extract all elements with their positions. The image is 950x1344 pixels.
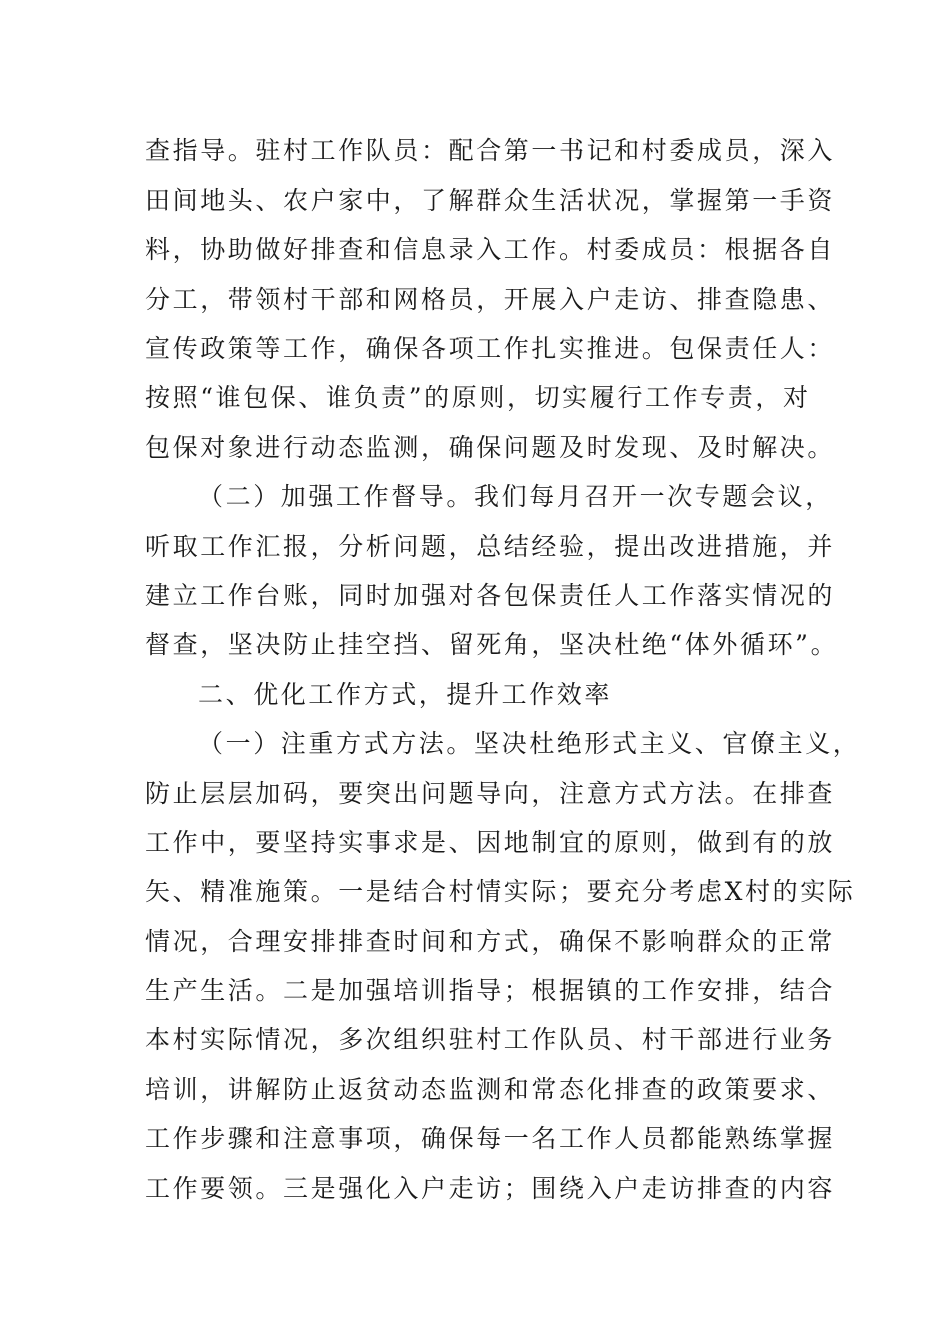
paragraph-heading-line: （二）加强工作督导。我们每月召开一次专题会议， [198, 482, 833, 511]
text-line: 情况，合理安排排查时间和方式，确保不影响群众的正常 [145, 927, 836, 956]
text-line: 查指导。驻村工作队员：配合第一书记和村委成员，深入 [145, 136, 836, 165]
text-line: 培训，讲解防止返贫动态监测和常态化排查的政策要求、 [145, 1075, 836, 1104]
text-line: 工作要领。三是强化入户走访；围绕入户走访排查的内容 [145, 1174, 836, 1203]
text-line: 宣传政策等工作，确保各项工作扎实推进。包保责任人： [145, 334, 836, 363]
text-line: 听取工作汇报，分析问题，总结经验，提出改进措施，并 [145, 532, 836, 561]
text-line: 分工，带领村干部和网格员，开展入户走访、排查隐患、 [145, 285, 836, 314]
text-line: 矢、精准施策。一是结合村情实际；要充分考虑X村的实际 [145, 877, 856, 906]
text-line: 工作中，要坚持实事求是、因地制宜的原则，做到有的放 [145, 828, 836, 857]
paragraph-heading-line: （一）注重方式方法。坚决杜绝形式主义、官僚主义， [198, 729, 861, 758]
text-line: 生产生活。二是加强培训指导；根据镇的工作安排，结合 [145, 976, 836, 1005]
section-heading: 二、优化工作方式，提升工作效率 [198, 680, 613, 709]
text-line: 建立工作台账，同时加强对各包保责任人工作落实情况的 [145, 581, 836, 610]
text-line: 督查，坚决防止挂空挡、留死角，坚决杜绝“体外循环”。 [145, 630, 839, 659]
text-line: 防止层层加码，要突出问题导向，注意方式方法。在排查 [145, 779, 836, 808]
text-line: 包保对象进行动态监测，确保问题及时发现、及时解决。 [145, 433, 836, 462]
text-line: 本村实际情况，多次组织驻村工作队员、村干部进行业务 [145, 1025, 836, 1054]
text-line: 工作步骤和注意事项，确保每一名工作人员都能熟练掌握 [145, 1124, 836, 1153]
text-line: 料，协助做好排查和信息录入工作。村委成员：根据各自 [145, 235, 836, 264]
text-line: 田间地头、农户家中，了解群众生活状况，掌握第一手资 [145, 186, 836, 215]
text-line: 按照“谁包保、谁负责”的原则，切实履行工作专责，对 [145, 383, 811, 412]
